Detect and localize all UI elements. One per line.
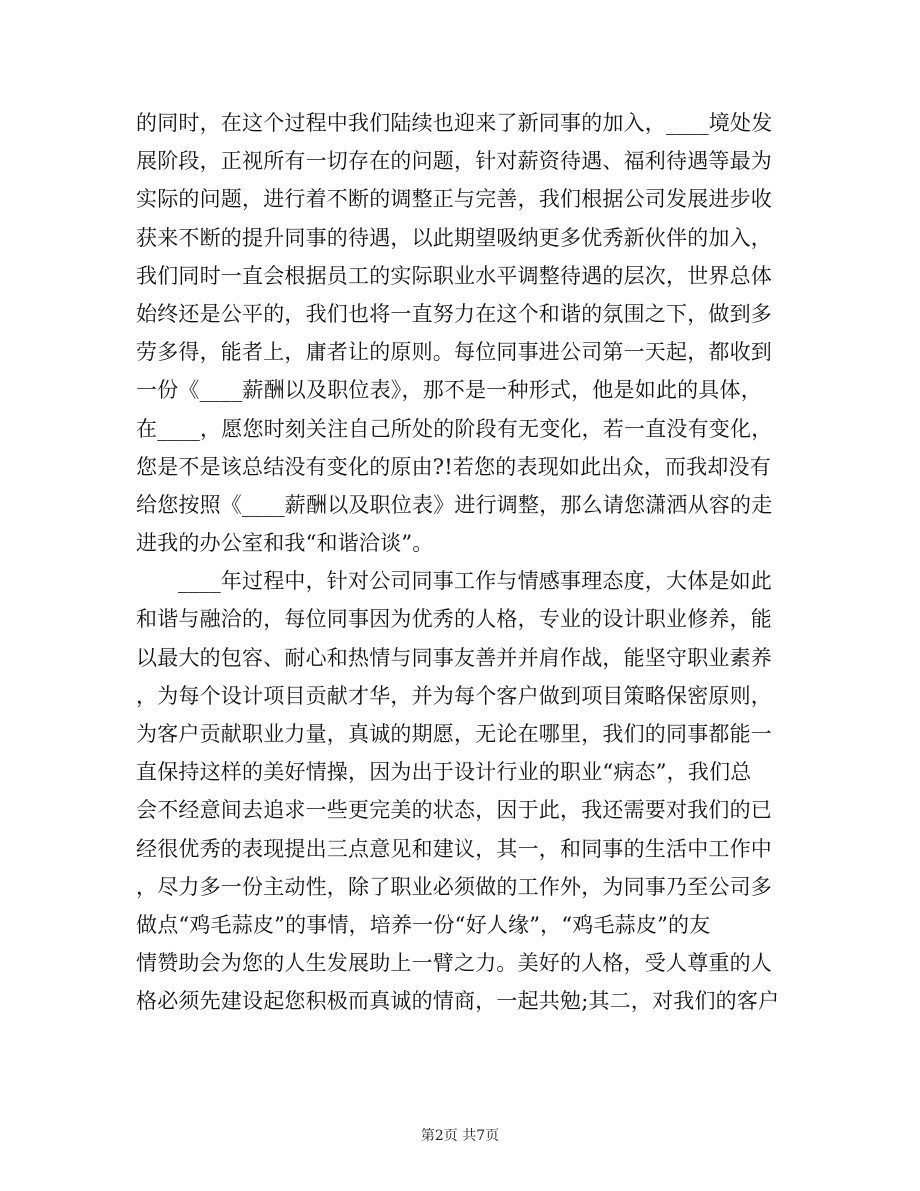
text-line: ____年过程中，针对公司同事工作与情感事理态度，大体是如此 <box>178 569 772 594</box>
text-line: 直保持这样的美好情操，因为出于设计行业的职业“病态”，我们总 <box>136 760 752 785</box>
text-line: 我们同时一直会根据员工的实际职业水平调整待遇的层次，世界总体 <box>136 263 772 288</box>
page-number-footer: 第2页 共7页 <box>420 1128 500 1144</box>
text-line: 和谐与融洽的，每位同事因为优秀的人格，专业的设计职业修养，能 <box>136 607 772 632</box>
text-line: ，为每个设计项目贡献才华，并为每个客户做到项目策略保密原则， <box>136 683 772 708</box>
text-line: 以最大的包容、耐心和热情与同事友善并并肩作战，能坚守职业素养 <box>136 645 772 670</box>
text-line: 的同时，在这个过程中我们陆续也迎来了新同事的加入，____境处发 <box>136 111 773 135</box>
text-line: 为客户贡献职业力量，真诚的期愿，无论在哪里，我们的同事都能一 <box>136 722 772 746</box>
text-line: 做点“鸡毛蒜皮”的事情，培养一份“好人缘”，“鸡毛蒜皮”的友 <box>136 912 711 937</box>
text-line: 情赞助会为您的人生发展助上一臂之力。美好的人格，受人尊重的人 <box>136 951 772 976</box>
text-line: 格必须先建设起您积极而真诚的情商，一起共勉;其二，对我们的客户 <box>136 989 780 1014</box>
paragraph-2 <box>136 562 796 1020</box>
text-line: 展阶段，正视所有一切存在的问题，针对薪资待遇、福利待遇等最为 <box>136 149 772 174</box>
text-line: 给您按照《____薪酬以及职位表》进行调整，那么请您潇洒从容的走 <box>136 492 773 517</box>
text-line: 在____，愿您时刻关注自己所处的阶段有无变化，若一直没有变化， <box>136 416 773 441</box>
text-line: 一份《____薪酬以及职位表》，那不是一种形式，他是如此的具体， <box>136 378 762 403</box>
text-line: 经很优秀的表现提出三点意见和建议，其一，和同事的生活中工作中 <box>136 836 772 861</box>
document-body <box>136 104 796 1021</box>
text-line: ，尽力多一份主动性，除了职业必须做的工作外，为同事乃至公司多 <box>136 874 772 899</box>
text-line: 您是不是该总结没有变化的原由?!若您的表现如此出众，而我却没有 <box>136 454 771 479</box>
text-line: 会不经意间去追求一些更完美的状态，因于此，我还需要对我们的已 <box>136 798 772 823</box>
text-line: 实际的问题，进行着不断的调整正与完善，我们根据公司发展进步收 <box>136 187 772 212</box>
text-line: 劳多得，能者上，庸者让的原则。每位同事进公司第一天起，都收到 <box>136 340 772 365</box>
text-line: 进我的办公室和我“和谐洽谈”。 <box>136 531 434 556</box>
text-line: 获来不断的提升同事的待遇，以此期望吸纳更多优秀新伙伴的加入， <box>136 225 772 250</box>
text-line: 始终还是公平的，我们也将一直努力在这个和谐的氛围之下，做到多 <box>136 301 772 326</box>
paragraph-1 <box>136 104 796 562</box>
